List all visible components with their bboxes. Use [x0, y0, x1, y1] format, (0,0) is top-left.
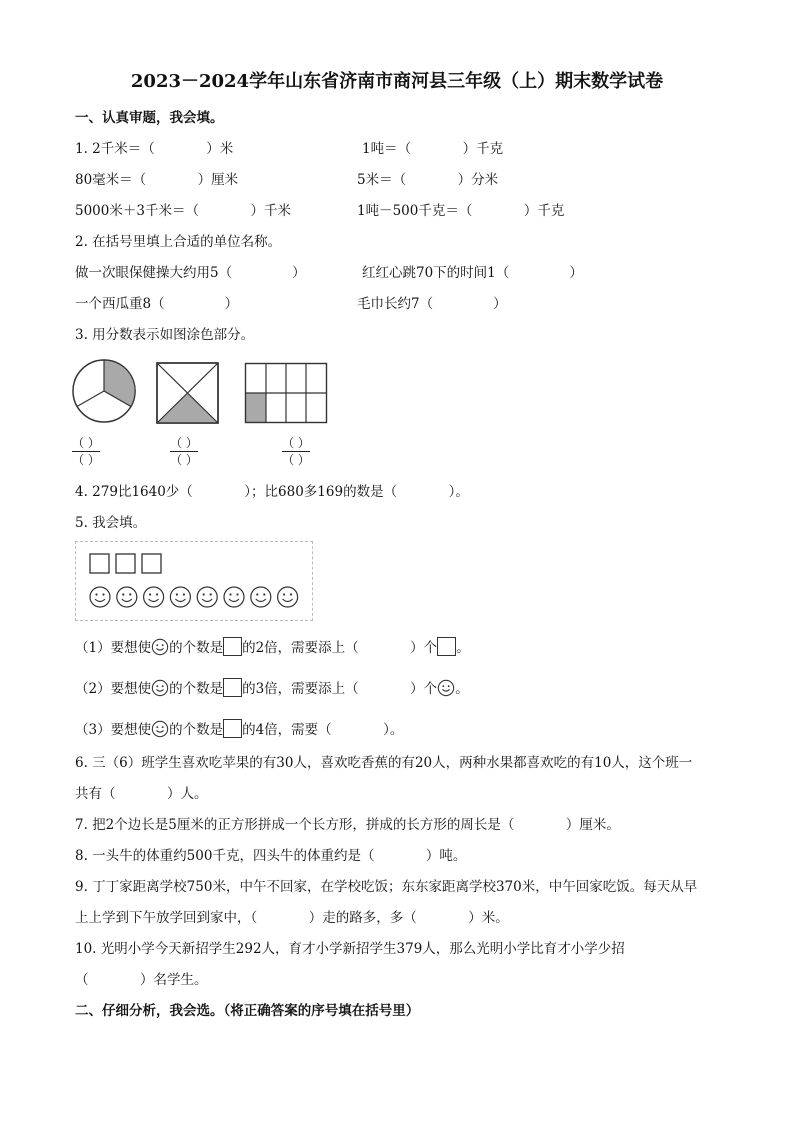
smiley-icon: [251, 587, 271, 607]
q8-text: 8. 一头牛的体重约500千克，四头牛的体重约是（ ）吨。: [75, 848, 467, 864]
smiley-icon: [151, 679, 169, 697]
q5-p1-text-c: 的2倍，需要添上（ ）个: [242, 640, 438, 656]
q5-p2-text-c: 的3倍，需要添上（ ）个: [242, 681, 438, 697]
smiley-icon: [437, 679, 455, 697]
square-icon: [142, 554, 161, 573]
page-title: 2023－2024学年山东省济南市商河县三年级（上）期末数学试卷: [130, 71, 664, 92]
q5-p1-text-b: 的个数是: [169, 640, 224, 656]
q9-line-2: 上上学到下午放学回到家中，（ ）走的路多，多（ ）米。: [75, 910, 509, 926]
smiley-icon: [151, 638, 169, 656]
q6-line-1: 6. 三（6）班学生喜欢吃苹果的有30人，喜欢吃香蕉的有20人，两种水果都喜欢吃的有10人，这个班一: [75, 755, 693, 771]
fraction-bar: [282, 451, 310, 452]
q2-stem: 2. 在括号里填上合适的单位名称。: [75, 234, 282, 250]
q2-item-d: 毛巾长约7（ ）: [357, 296, 507, 312]
q2-item-c: 一个西瓜重8（ ）: [75, 296, 239, 312]
q5-p2-text-a: （2）要想使: [75, 681, 152, 697]
q5-part-2: [75, 678, 469, 697]
q1-item-a: 1. 2千米＝（ ）米: [75, 141, 234, 157]
square-icon: [90, 554, 109, 573]
smiley-icon: [197, 587, 217, 607]
section-1-heading: 一、认真审题，我会填。: [75, 110, 224, 126]
q5-stem: 5. 我会填。: [75, 515, 147, 531]
q2-item-a: 做一次眼保健操大约用5（ ）: [75, 265, 306, 281]
smiley-icon: [278, 587, 298, 607]
smiley-icon: [90, 587, 110, 607]
q1-item-e: 5000米＋3千米＝（ ）千米: [75, 203, 291, 219]
smiley-icon: [117, 587, 137, 607]
q5-p2-text-b: 的个数是: [169, 681, 224, 697]
q10-line-1: 10. 光明小学今天新招学生292人，育才小学新招学生379人，那么光明小学比育才小学少招: [75, 941, 625, 957]
section-2-heading: 二、仔细分析，我会选。（将正确答案的序号填在括号里）: [75, 1003, 420, 1019]
smiley-icon: [151, 720, 169, 738]
q7-text: 7. 把2个边长是5厘米的正方形拼成一个长方形，拼成的长方形的周长是（ ）厘米。: [75, 817, 620, 833]
q4-text: 4. 279比1640少（ ）；比680多169的数是（ ）。: [75, 484, 469, 500]
q5-p1-text-a: （1）要想使: [75, 640, 152, 656]
smiley-icon: [170, 587, 190, 607]
q5-figure-box: [75, 541, 313, 621]
q10-line-2: （ ）名学生。: [75, 972, 208, 988]
q5-part-1: [75, 637, 470, 656]
q2-item-b: 红红心跳70下的时间1（ ）: [362, 265, 583, 281]
q1-item-c: 80毫米＝（ ）厘米: [75, 172, 239, 188]
q5-part-3: [75, 719, 403, 738]
square-icon: [116, 554, 135, 573]
q1-item-d: 5米＝（ ）分米: [357, 172, 499, 188]
q3-fraction-2[interactable]: [170, 437, 198, 466]
fraction-bar: [72, 451, 100, 452]
shaded-grid-figure: [242, 360, 330, 426]
q9-line-1: 9. 丁丁家距离学校750米，中午不回家，在学校吃饭；东东家距离学校370米，中午回家吃饭。每天从早: [75, 879, 698, 895]
fraction-denominator: （ ）: [170, 453, 198, 467]
fraction-denominator: （ ）: [72, 453, 100, 467]
fraction-numerator: （ ）: [282, 436, 310, 450]
fraction-denominator: （ ）: [282, 453, 310, 467]
fraction-numerator: （ ）: [72, 436, 100, 450]
smiley-icon: [144, 587, 164, 607]
shaded-circle-figure: [70, 357, 140, 427]
shaded-square-figure: [155, 361, 221, 425]
q3-stem: 3. 用分数表示如图涂色部分。: [75, 327, 255, 343]
square-icon: [223, 637, 242, 656]
q5-p3-text-b: 的个数是: [169, 722, 224, 738]
q5-shapes: [76, 542, 312, 620]
square-icon: [223, 678, 242, 697]
q5-p3-text-a: （3）要想使: [75, 722, 152, 738]
square-icon: [223, 719, 242, 738]
fraction-bar: [170, 451, 198, 452]
q5-p1-text-d: 。: [456, 640, 470, 656]
q1-item-f: 1吨－500千克＝（ ）千克: [357, 203, 565, 219]
q3-fraction-3[interactable]: [282, 437, 310, 466]
q5-p3-text-c: 的4倍，需要（ ）。: [242, 722, 404, 738]
square-icon: [437, 637, 456, 656]
q3-fraction-1[interactable]: [72, 437, 100, 466]
q6-line-2: 共有（ ）人。: [75, 786, 208, 802]
q1-item-b: 1吨＝（ ）千克: [362, 141, 504, 157]
fraction-numerator: （ ）: [170, 436, 198, 450]
smiley-icon: [224, 587, 244, 607]
q5-p2-text-d: 。: [455, 681, 469, 697]
